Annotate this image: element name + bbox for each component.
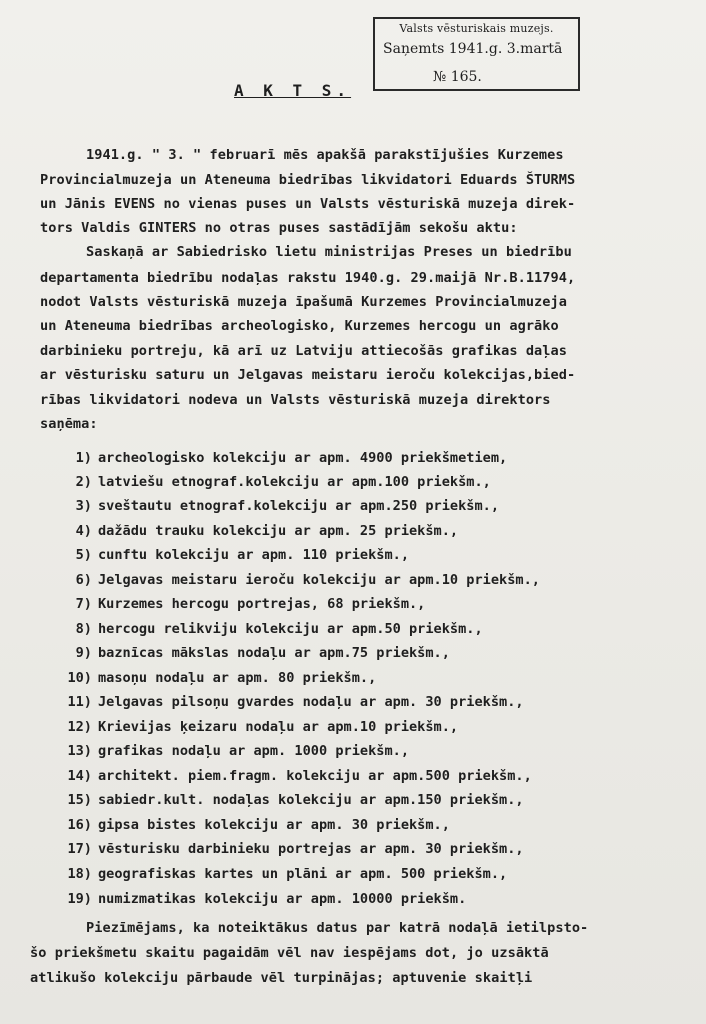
list-item xyxy=(50,817,450,833)
item-text: sveštautu etnograf.kolekciju ar apm.250 priekšm., xyxy=(98,498,500,514)
list-item xyxy=(50,866,507,882)
item-text: Jelgavas pilsoņu gvardes nodaļu ar apm. 30 priekšm., xyxy=(98,694,524,710)
list-item xyxy=(50,743,409,759)
list-item xyxy=(50,621,483,637)
item-text: geografiskas kartes un plāni ar apm. 500 priekšm., xyxy=(98,866,508,882)
stamp-number-line: № 165. xyxy=(433,69,482,85)
note-line: Piezīmējams, ka noteiktākus datus par katrā nodaļā ietilpsto- xyxy=(86,920,589,936)
item-number: 4) xyxy=(75,523,92,539)
item-number: 6) xyxy=(75,572,92,588)
item-number: 11) xyxy=(67,694,92,710)
intro-line: 1941.g. " 3. " februarī mēs apakšā parakstījušies Kurzemes xyxy=(86,147,564,163)
list-item xyxy=(50,572,540,588)
list-item xyxy=(50,645,450,661)
intro-line: un Jānis EVENS no vienas puses un Valsts vēsturiskā muzeja direk- xyxy=(40,196,576,212)
item-number: 13) xyxy=(67,743,92,759)
intro-line: saņēma: xyxy=(40,416,98,432)
item-text: grafikas nodaļu ar apm. 1000 priekšm., xyxy=(98,743,409,759)
list-item xyxy=(50,891,466,907)
list-item xyxy=(50,694,524,710)
list-item xyxy=(50,719,458,735)
item-number: 19) xyxy=(67,891,92,907)
list-item xyxy=(50,768,532,784)
intro-line: Saskaņā ar Sabiedrisko lietu ministrijas Preses un biedrību xyxy=(86,244,572,260)
item-text: Krievijas ķeizaru nodaļu ar apm.10 priekšm., xyxy=(98,719,459,735)
item-text: archeologisko kolekciju ar apm. 4900 priekšmetiem, xyxy=(98,450,508,466)
item-number: 3) xyxy=(75,498,92,514)
list-item xyxy=(50,498,499,514)
item-text: sabiedr.kult. nodaļas kolekciju ar apm.150 priekšm., xyxy=(98,792,524,808)
item-number: 10) xyxy=(67,670,92,686)
item-text: gipsa bistes kolekciju ar apm. 30 priekšm., xyxy=(98,817,450,833)
list-item xyxy=(50,670,376,686)
list-item xyxy=(50,841,524,857)
item-number: 2) xyxy=(75,474,92,490)
item-text: hercogu relikviju kolekciju ar apm.50 priekšm., xyxy=(98,621,483,637)
museum-receipt-stamp xyxy=(373,17,580,91)
item-number: 5) xyxy=(75,547,92,563)
document-title: A K T S. xyxy=(234,81,352,100)
item-text: Kurzemes hercogu portrejas, 68 priekšm., xyxy=(98,596,426,612)
item-number: 18) xyxy=(67,866,92,882)
list-item xyxy=(50,523,458,539)
list-item xyxy=(50,596,425,612)
intro-line: rības likvidatori nodeva un Valsts vēsturiskā muzeja direktors xyxy=(40,392,551,408)
intro-line: un Ateneuma biedrības archeologisko, Kurzemes hercogu un agrāko xyxy=(40,318,559,334)
item-number: 17) xyxy=(67,841,92,857)
note-line: šo priekšmetu skaitu pagaidām vēl nav iespējams dot, jo uzsāktā xyxy=(30,945,549,961)
intro-line: ar vēsturisku saturu un Jelgavas meistaru ieroču kolekcijas,bied- xyxy=(40,367,576,383)
item-number: 12) xyxy=(67,719,92,735)
intro-line: tors Valdis GINTERS no otras puses sastādījām sekošu aktu: xyxy=(40,220,518,236)
item-number: 9) xyxy=(75,645,92,661)
item-number: 7) xyxy=(75,596,92,612)
stamp-title: Valsts vēsturiskais muzejs. xyxy=(399,22,554,35)
item-text: Jelgavas meistaru ieroču kolekciju ar apm.10 priekšm., xyxy=(98,572,540,588)
item-text: masoņu nodaļu ar apm. 80 priekšm., xyxy=(98,670,377,686)
item-text: numizmatikas kolekciju ar apm. 10000 priekšm. xyxy=(98,891,467,907)
item-number: 15) xyxy=(67,792,92,808)
item-number: 1) xyxy=(75,450,92,466)
intro-line: departamenta biedrību nodaļas rakstu 1940.g. 29.maijā Nr.B.11794, xyxy=(40,270,576,286)
list-item xyxy=(50,547,409,563)
stamp-received-line: Saņemts 1941.g. 3.martā xyxy=(383,41,563,57)
list-item xyxy=(50,450,507,466)
intro-line: Provincialmuzeja un Ateneuma biedrības likvidatori Eduards ŠTURMS xyxy=(40,172,576,188)
item-text: dažādu trauku kolekciju ar apm. 25 priekšm., xyxy=(98,523,459,539)
list-item xyxy=(50,474,491,490)
list-item xyxy=(50,792,524,808)
item-text: architekt. piem.fragm. kolekciju ar apm.500 priekšm., xyxy=(98,768,532,784)
item-text: baznīcas mākslas nodaļu ar apm.75 priekšm., xyxy=(98,645,450,661)
item-text: vēsturisku darbinieku portrejas ar apm. 30 priekšm., xyxy=(98,841,524,857)
intro-line: darbinieku portreju, kā arī uz Latviju attiecošās grafikas daļas xyxy=(40,343,567,359)
item-text: latviešu etnograf.kolekciju ar apm.100 priekšm., xyxy=(98,474,491,490)
item-number: 16) xyxy=(67,817,92,833)
item-number: 8) xyxy=(75,621,92,637)
item-number: 14) xyxy=(67,768,92,784)
item-text: cunftu kolekciju ar apm. 110 priekšm., xyxy=(98,547,409,563)
note-line: atlikušo kolekciju pārbaude vēl turpinājas; aptuvenie skaitļi xyxy=(30,970,533,986)
intro-line: nodot Valsts vēsturiskā muzeja īpašumā Kurzemes Provincialmuzeja xyxy=(40,294,567,310)
